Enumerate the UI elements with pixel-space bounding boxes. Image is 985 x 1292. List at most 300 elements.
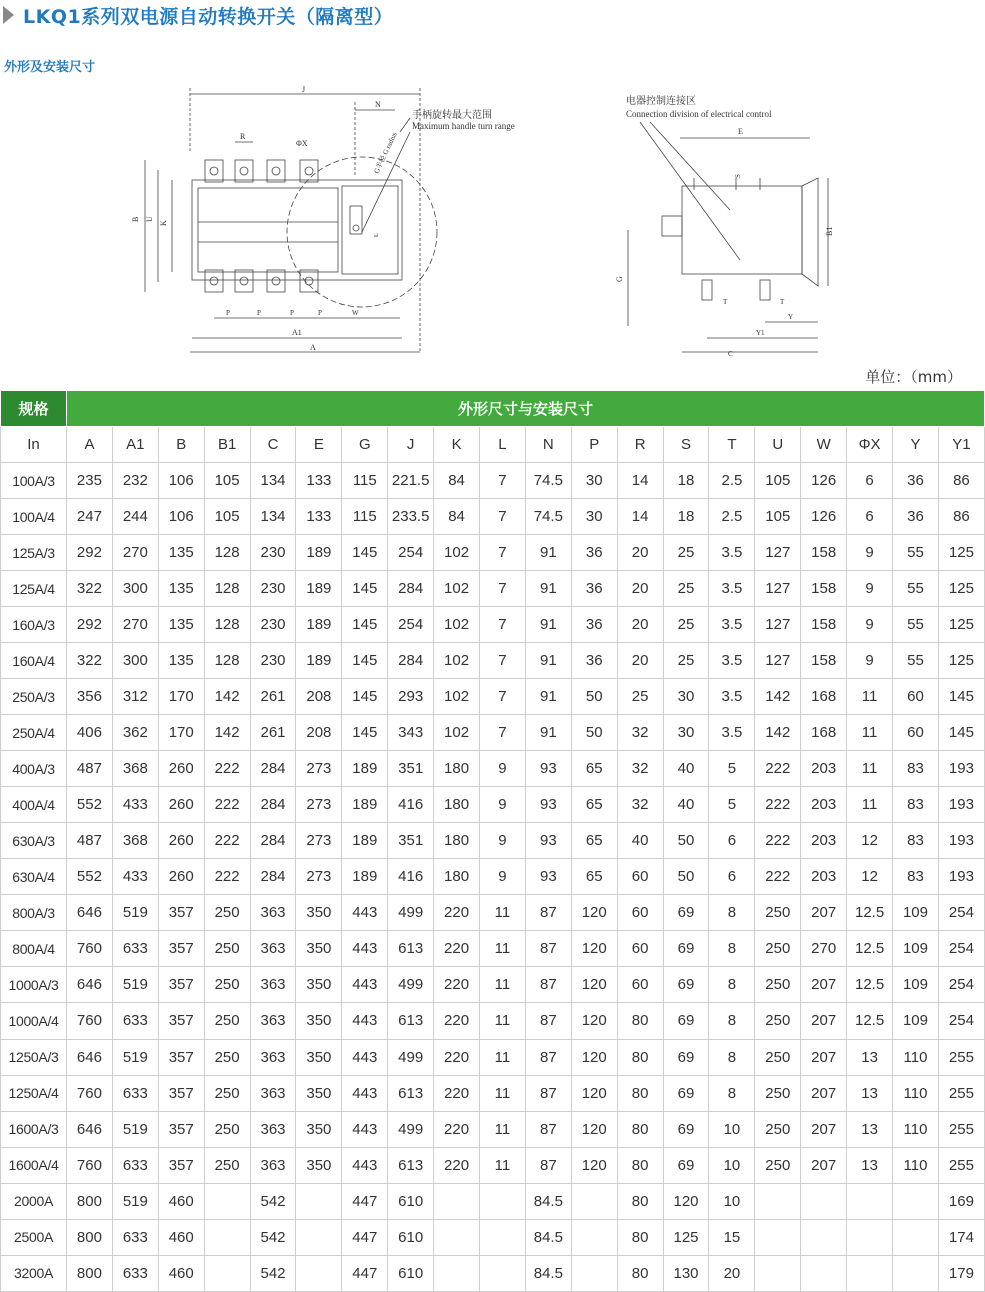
table-cell: 109 bbox=[893, 967, 939, 1003]
table-cell: 519 bbox=[112, 1111, 158, 1147]
label-p3: P bbox=[290, 309, 294, 317]
table-cell: 610 bbox=[388, 1255, 434, 1291]
table-cell: 368 bbox=[112, 751, 158, 787]
table-cell: 80 bbox=[617, 1039, 663, 1075]
table-cell: 180 bbox=[434, 787, 480, 823]
table-cell: 80 bbox=[617, 1003, 663, 1039]
row-spec-cell: 400A/3 bbox=[1, 751, 67, 787]
table-cell: 220 bbox=[434, 1003, 480, 1039]
table-cell: 250 bbox=[204, 967, 250, 1003]
table-cell: 406 bbox=[67, 715, 113, 751]
table-cell: 110 bbox=[893, 1075, 939, 1111]
label-t2: T bbox=[780, 298, 785, 306]
table-cell: 135 bbox=[158, 571, 204, 607]
table-cell: 158 bbox=[801, 571, 847, 607]
table-cell: 292 bbox=[67, 535, 113, 571]
table-cell: 351 bbox=[388, 751, 434, 787]
row-spec-cell: 2000A bbox=[1, 1183, 67, 1219]
table-cell: 65 bbox=[571, 823, 617, 859]
table-cell: 11 bbox=[480, 1003, 526, 1039]
label-p4: P bbox=[318, 309, 322, 317]
table-cell: 25 bbox=[663, 535, 709, 571]
table-cell: 633 bbox=[112, 1255, 158, 1291]
table-cell bbox=[847, 1219, 893, 1255]
table-cell: 760 bbox=[67, 931, 113, 967]
table-cell: 250 bbox=[755, 895, 801, 931]
table-cell: 2.5 bbox=[709, 463, 755, 499]
table-cell: 93 bbox=[525, 859, 571, 895]
table-cell: 312 bbox=[112, 679, 158, 715]
table-cell: 74.5 bbox=[525, 499, 571, 535]
table-cell: 250 bbox=[204, 1147, 250, 1183]
table-cell: 350 bbox=[296, 931, 342, 967]
table-cell: 69 bbox=[663, 1147, 709, 1183]
table-cell: 8 bbox=[709, 967, 755, 1003]
table-row bbox=[1, 931, 985, 967]
conn-division-en: Connection division of electrical control bbox=[626, 109, 772, 119]
table-cell: 220 bbox=[434, 967, 480, 1003]
table-cell: 91 bbox=[525, 679, 571, 715]
table-cell: 760 bbox=[67, 1075, 113, 1111]
table-cell: 250 bbox=[204, 1111, 250, 1147]
label-p2: P bbox=[257, 309, 261, 317]
table-cell: 60 bbox=[893, 715, 939, 751]
table-cell: 351 bbox=[388, 823, 434, 859]
label-s: S bbox=[734, 174, 742, 178]
table-cell: 350 bbox=[296, 1003, 342, 1039]
table-cell: 221.5 bbox=[388, 463, 434, 499]
table-cell: 9 bbox=[847, 571, 893, 607]
table-cell: 260 bbox=[158, 787, 204, 823]
terminal-hole bbox=[240, 277, 248, 285]
table-cell: 610 bbox=[388, 1183, 434, 1219]
table-cell: 260 bbox=[158, 859, 204, 895]
table-cell: 13 bbox=[847, 1147, 893, 1183]
table-cell: 109 bbox=[893, 931, 939, 967]
table-cell: 447 bbox=[342, 1183, 388, 1219]
table-cell: 230 bbox=[250, 607, 296, 643]
table-cell: 80 bbox=[617, 1111, 663, 1147]
table-cell: 102 bbox=[434, 643, 480, 679]
table-cell: 145 bbox=[342, 571, 388, 607]
table-cell: 255 bbox=[938, 1111, 984, 1147]
table-row bbox=[1, 499, 985, 535]
table-cell bbox=[755, 1255, 801, 1291]
column-header-12: P bbox=[571, 427, 617, 463]
table-cell: 8 bbox=[709, 895, 755, 931]
table-cell: 11 bbox=[480, 931, 526, 967]
table-cell: 69 bbox=[663, 1111, 709, 1147]
table-cell: 30 bbox=[663, 679, 709, 715]
table-cell: 250 bbox=[755, 1147, 801, 1183]
table-row bbox=[1, 1075, 985, 1111]
table-cell: 519 bbox=[112, 895, 158, 931]
table-cell: 142 bbox=[755, 679, 801, 715]
table-cell: 270 bbox=[112, 535, 158, 571]
table-cell: 102 bbox=[434, 679, 480, 715]
table-cell: 115 bbox=[342, 463, 388, 499]
table-cell: 135 bbox=[158, 535, 204, 571]
table-cell: 273 bbox=[296, 859, 342, 895]
table-cell: 14 bbox=[617, 463, 663, 499]
table-cell: 84.5 bbox=[525, 1255, 571, 1291]
table-cell: 14 bbox=[617, 499, 663, 535]
table-cell: 120 bbox=[571, 1111, 617, 1147]
table-cell: 9 bbox=[480, 859, 526, 895]
column-header-7: G bbox=[342, 427, 388, 463]
label-g: G bbox=[615, 276, 624, 282]
front-view-svg bbox=[130, 82, 515, 362]
terminal-hole bbox=[210, 167, 218, 175]
table-cell: 84 bbox=[434, 463, 480, 499]
column-header-18: ΦX bbox=[847, 427, 893, 463]
table-cell: 126 bbox=[801, 499, 847, 535]
page-title: LKQ1系列双电源自动转换开关（隔离型） bbox=[23, 5, 394, 28]
table-cell: 50 bbox=[663, 859, 709, 895]
table-cell: 208 bbox=[296, 679, 342, 715]
table-cell: 30 bbox=[663, 715, 709, 751]
table-row bbox=[1, 895, 985, 931]
table-cell: 170 bbox=[158, 715, 204, 751]
table-cell: 105 bbox=[204, 463, 250, 499]
table-cell: 36 bbox=[571, 607, 617, 643]
table-cell: 357 bbox=[158, 967, 204, 1003]
table-cell: 322 bbox=[67, 643, 113, 679]
row-spec-cell: 400A/4 bbox=[1, 787, 67, 823]
table-cell: 633 bbox=[112, 1003, 158, 1039]
table-cell: 633 bbox=[112, 1147, 158, 1183]
table-cell: 499 bbox=[388, 1039, 434, 1075]
table-cell: 20 bbox=[709, 1255, 755, 1291]
table-cell: 11 bbox=[480, 895, 526, 931]
table-cell: 222 bbox=[204, 787, 250, 823]
table-cell: 69 bbox=[663, 1003, 709, 1039]
column-header-row bbox=[1, 427, 985, 463]
table-cell bbox=[801, 1255, 847, 1291]
label-p1: P bbox=[226, 309, 230, 317]
table-cell: 292 bbox=[67, 607, 113, 643]
row-spec-cell: 100A/4 bbox=[1, 499, 67, 535]
table-cell: 120 bbox=[663, 1183, 709, 1219]
table-cell: 260 bbox=[158, 823, 204, 859]
table-cell: 250 bbox=[755, 931, 801, 967]
table-cell: 193 bbox=[938, 859, 984, 895]
table-cell: 260 bbox=[158, 751, 204, 787]
table-cell: 109 bbox=[893, 1003, 939, 1039]
table-row bbox=[1, 715, 985, 751]
table-cell: 110 bbox=[893, 1039, 939, 1075]
table-cell: 80 bbox=[617, 1147, 663, 1183]
table-cell: 357 bbox=[158, 931, 204, 967]
table-cell: 284 bbox=[388, 571, 434, 607]
table-cell: 83 bbox=[893, 787, 939, 823]
table-cell: 207 bbox=[801, 895, 847, 931]
table-cell: 244 bbox=[112, 499, 158, 535]
table-cell: 222 bbox=[204, 859, 250, 895]
table-cell: 125 bbox=[938, 607, 984, 643]
table-row bbox=[1, 823, 985, 859]
table-cell: 84.5 bbox=[525, 1219, 571, 1255]
table-cell: 270 bbox=[112, 607, 158, 643]
table-row bbox=[1, 859, 985, 895]
table-cell: 254 bbox=[938, 967, 984, 1003]
table-cell: 350 bbox=[296, 1075, 342, 1111]
label-b1: B1 bbox=[825, 226, 834, 236]
table-cell: 74.5 bbox=[525, 463, 571, 499]
table-cell: 93 bbox=[525, 823, 571, 859]
table-cell: 363 bbox=[250, 895, 296, 931]
table-cell: 5 bbox=[709, 787, 755, 823]
table-cell: 222 bbox=[755, 823, 801, 859]
table-cell bbox=[296, 1183, 342, 1219]
terminal-hole bbox=[305, 167, 313, 175]
table-cell: 207 bbox=[801, 1039, 847, 1075]
table-cell: 189 bbox=[296, 607, 342, 643]
table-cell: 230 bbox=[250, 643, 296, 679]
table-cell: 20 bbox=[617, 607, 663, 643]
table-cell: 300 bbox=[112, 571, 158, 607]
conn-leader-1 bbox=[640, 122, 740, 260]
table-cell: 91 bbox=[525, 571, 571, 607]
table-cell: 30 bbox=[571, 463, 617, 499]
table-cell bbox=[434, 1183, 480, 1219]
table-cell: 284 bbox=[250, 823, 296, 859]
table-cell: 356 bbox=[67, 679, 113, 715]
table-cell bbox=[204, 1255, 250, 1291]
table-cell: 7 bbox=[480, 499, 526, 535]
unit-label: 单位：（mm） bbox=[865, 368, 962, 386]
table-cell: 207 bbox=[801, 1075, 847, 1111]
table-cell: 254 bbox=[388, 535, 434, 571]
column-header-13: R bbox=[617, 427, 663, 463]
table-cell: 8 bbox=[709, 1039, 755, 1075]
table-cell: 169 bbox=[938, 1183, 984, 1219]
table-cell: 250 bbox=[755, 1075, 801, 1111]
table-cell: 127 bbox=[755, 643, 801, 679]
table-cell: 350 bbox=[296, 1111, 342, 1147]
table-cell: 254 bbox=[938, 895, 984, 931]
table-cell: 357 bbox=[158, 895, 204, 931]
table-cell: 11 bbox=[480, 967, 526, 1003]
table-cell: 6 bbox=[709, 823, 755, 859]
table-cell: 109 bbox=[893, 895, 939, 931]
table-cell: 220 bbox=[434, 895, 480, 931]
column-header-3: B bbox=[158, 427, 204, 463]
terminal-hole bbox=[305, 277, 313, 285]
table-cell: 610 bbox=[388, 1219, 434, 1255]
table-cell: 87 bbox=[525, 1003, 571, 1039]
table-cell: 222 bbox=[755, 751, 801, 787]
table-cell: 93 bbox=[525, 751, 571, 787]
row-spec-cell: 800A/3 bbox=[1, 895, 67, 931]
table-cell: 20 bbox=[617, 535, 663, 571]
table-cell: 222 bbox=[755, 787, 801, 823]
table-cell: 220 bbox=[434, 1039, 480, 1075]
table-row bbox=[1, 679, 985, 715]
column-header-0: In bbox=[1, 427, 67, 463]
table-cell: 36 bbox=[571, 535, 617, 571]
table-cell: 126 bbox=[801, 463, 847, 499]
table-cell: 5 bbox=[709, 751, 755, 787]
table-cell: 613 bbox=[388, 1075, 434, 1111]
table-cell: 273 bbox=[296, 751, 342, 787]
table-cell: 235 bbox=[67, 463, 113, 499]
table-cell: 120 bbox=[571, 1039, 617, 1075]
table-cell: 87 bbox=[525, 1147, 571, 1183]
table-cell: 10 bbox=[709, 1183, 755, 1219]
row-spec-cell: 160A/3 bbox=[1, 607, 67, 643]
table-cell: 86 bbox=[938, 499, 984, 535]
table-cell: 247 bbox=[67, 499, 113, 535]
table-cell: 83 bbox=[893, 823, 939, 859]
table-row bbox=[1, 967, 985, 1003]
table-cell: 189 bbox=[342, 787, 388, 823]
label-j: J bbox=[302, 85, 306, 94]
handle-range-en: Maximum handle turn range bbox=[412, 121, 515, 131]
table-cell: 87 bbox=[525, 1039, 571, 1075]
front-view-drawing bbox=[130, 82, 515, 362]
table-cell: 9 bbox=[480, 787, 526, 823]
table-cell: 7 bbox=[480, 679, 526, 715]
table-cell: 362 bbox=[112, 715, 158, 751]
table-cell bbox=[571, 1219, 617, 1255]
column-header-16: U bbox=[755, 427, 801, 463]
table-cell: 145 bbox=[342, 679, 388, 715]
table-cell: 120 bbox=[571, 1075, 617, 1111]
title-bar bbox=[0, 0, 393, 30]
terminal-top-2 bbox=[235, 160, 253, 182]
table-cell: 130 bbox=[663, 1255, 709, 1291]
table-cell: 65 bbox=[571, 787, 617, 823]
table-cell: 261 bbox=[250, 679, 296, 715]
row-spec-cell: 630A/4 bbox=[1, 859, 67, 895]
table-cell: 232 bbox=[112, 463, 158, 499]
table-cell: 646 bbox=[67, 895, 113, 931]
table-cell: 18 bbox=[663, 499, 709, 535]
table-cell: 203 bbox=[801, 859, 847, 895]
table-cell: 284 bbox=[250, 787, 296, 823]
column-header-8: J bbox=[388, 427, 434, 463]
table-cell: 189 bbox=[296, 535, 342, 571]
table-cell: 233.5 bbox=[388, 499, 434, 535]
table-cell bbox=[480, 1183, 526, 1219]
side-handle bbox=[662, 216, 682, 236]
table-cell: 363 bbox=[250, 1075, 296, 1111]
table-cell: 250 bbox=[755, 967, 801, 1003]
table-cell: 84.5 bbox=[525, 1183, 571, 1219]
table-cell: 460 bbox=[158, 1219, 204, 1255]
table-cell: 142 bbox=[204, 715, 250, 751]
table-cell: 8 bbox=[709, 1003, 755, 1039]
terminal-bottom-3 bbox=[267, 270, 285, 292]
table-cell: 363 bbox=[250, 1039, 296, 1075]
table-cell: 208 bbox=[296, 715, 342, 751]
table-cell: 93 bbox=[525, 787, 571, 823]
table-cell: 519 bbox=[112, 1183, 158, 1219]
table-cell: 30 bbox=[571, 499, 617, 535]
table-cell: 145 bbox=[342, 643, 388, 679]
table-cell: 800 bbox=[67, 1219, 113, 1255]
table-cell: 32 bbox=[617, 787, 663, 823]
terminal-hole bbox=[272, 277, 280, 285]
table-cell: 80 bbox=[617, 1255, 663, 1291]
table-cell: 142 bbox=[204, 679, 250, 715]
table-cell: 125 bbox=[663, 1219, 709, 1255]
table-row bbox=[1, 535, 985, 571]
terminal-top-4 bbox=[300, 160, 318, 182]
table-cell: 11 bbox=[847, 679, 893, 715]
handle-pin bbox=[353, 225, 359, 231]
row-spec-cell: 630A/3 bbox=[1, 823, 67, 859]
table-cell: 646 bbox=[67, 967, 113, 1003]
table-cell: 3.5 bbox=[709, 571, 755, 607]
table-cell: 3.5 bbox=[709, 535, 755, 571]
table-cell: 40 bbox=[617, 823, 663, 859]
table-cell bbox=[296, 1255, 342, 1291]
table-cell: 127 bbox=[755, 607, 801, 643]
table-cell: 300 bbox=[112, 643, 158, 679]
table-cell: 128 bbox=[204, 607, 250, 643]
table-cell: 128 bbox=[204, 535, 250, 571]
row-spec-cell: 2500A bbox=[1, 1219, 67, 1255]
table-cell: 102 bbox=[434, 571, 480, 607]
table-cell: 105 bbox=[755, 463, 801, 499]
table-cell: 273 bbox=[296, 787, 342, 823]
table-cell: 25 bbox=[663, 607, 709, 643]
table-cell: 128 bbox=[204, 571, 250, 607]
row-spec-cell: 3200A bbox=[1, 1255, 67, 1291]
table-cell: 125 bbox=[938, 643, 984, 679]
table-cell: 180 bbox=[434, 751, 480, 787]
table-cell bbox=[480, 1255, 526, 1291]
table-cell: 125 bbox=[938, 535, 984, 571]
table-cell: 261 bbox=[250, 715, 296, 751]
row-spec-cell: 250A/4 bbox=[1, 715, 67, 751]
table-cell: 443 bbox=[342, 1147, 388, 1183]
table-cell: 3.5 bbox=[709, 679, 755, 715]
table-cell: 145 bbox=[342, 607, 388, 643]
table-cell: 145 bbox=[938, 679, 984, 715]
table-cell: 180 bbox=[434, 823, 480, 859]
label-c: C bbox=[728, 350, 733, 358]
table-cell: 10 bbox=[709, 1147, 755, 1183]
table-cell: 9 bbox=[480, 751, 526, 787]
spec-header: 规格 bbox=[1, 391, 67, 427]
table-cell: 11 bbox=[480, 1039, 526, 1075]
table-cell bbox=[755, 1183, 801, 1219]
table-cell: 350 bbox=[296, 895, 342, 931]
table-cell: 180 bbox=[434, 859, 480, 895]
table-row bbox=[1, 1255, 985, 1291]
table-cell: 254 bbox=[388, 607, 434, 643]
table-cell: 220 bbox=[434, 1075, 480, 1111]
terminal-top-1 bbox=[205, 160, 223, 182]
terminal-bottom-4 bbox=[300, 270, 318, 292]
table-cell: 443 bbox=[342, 1075, 388, 1111]
table-row bbox=[1, 1219, 985, 1255]
table-cell: 174 bbox=[938, 1219, 984, 1255]
table-body bbox=[1, 463, 985, 1292]
table-cell: 110 bbox=[893, 1147, 939, 1183]
table-cell: 499 bbox=[388, 967, 434, 1003]
table-cell: 447 bbox=[342, 1219, 388, 1255]
table-cell: 443 bbox=[342, 1003, 388, 1039]
table-row bbox=[1, 1039, 985, 1075]
table-cell: 80 bbox=[617, 1219, 663, 1255]
table-cell: 193 bbox=[938, 751, 984, 787]
row-spec-cell: 160A/4 bbox=[1, 643, 67, 679]
table-cell: 10 bbox=[709, 1111, 755, 1147]
